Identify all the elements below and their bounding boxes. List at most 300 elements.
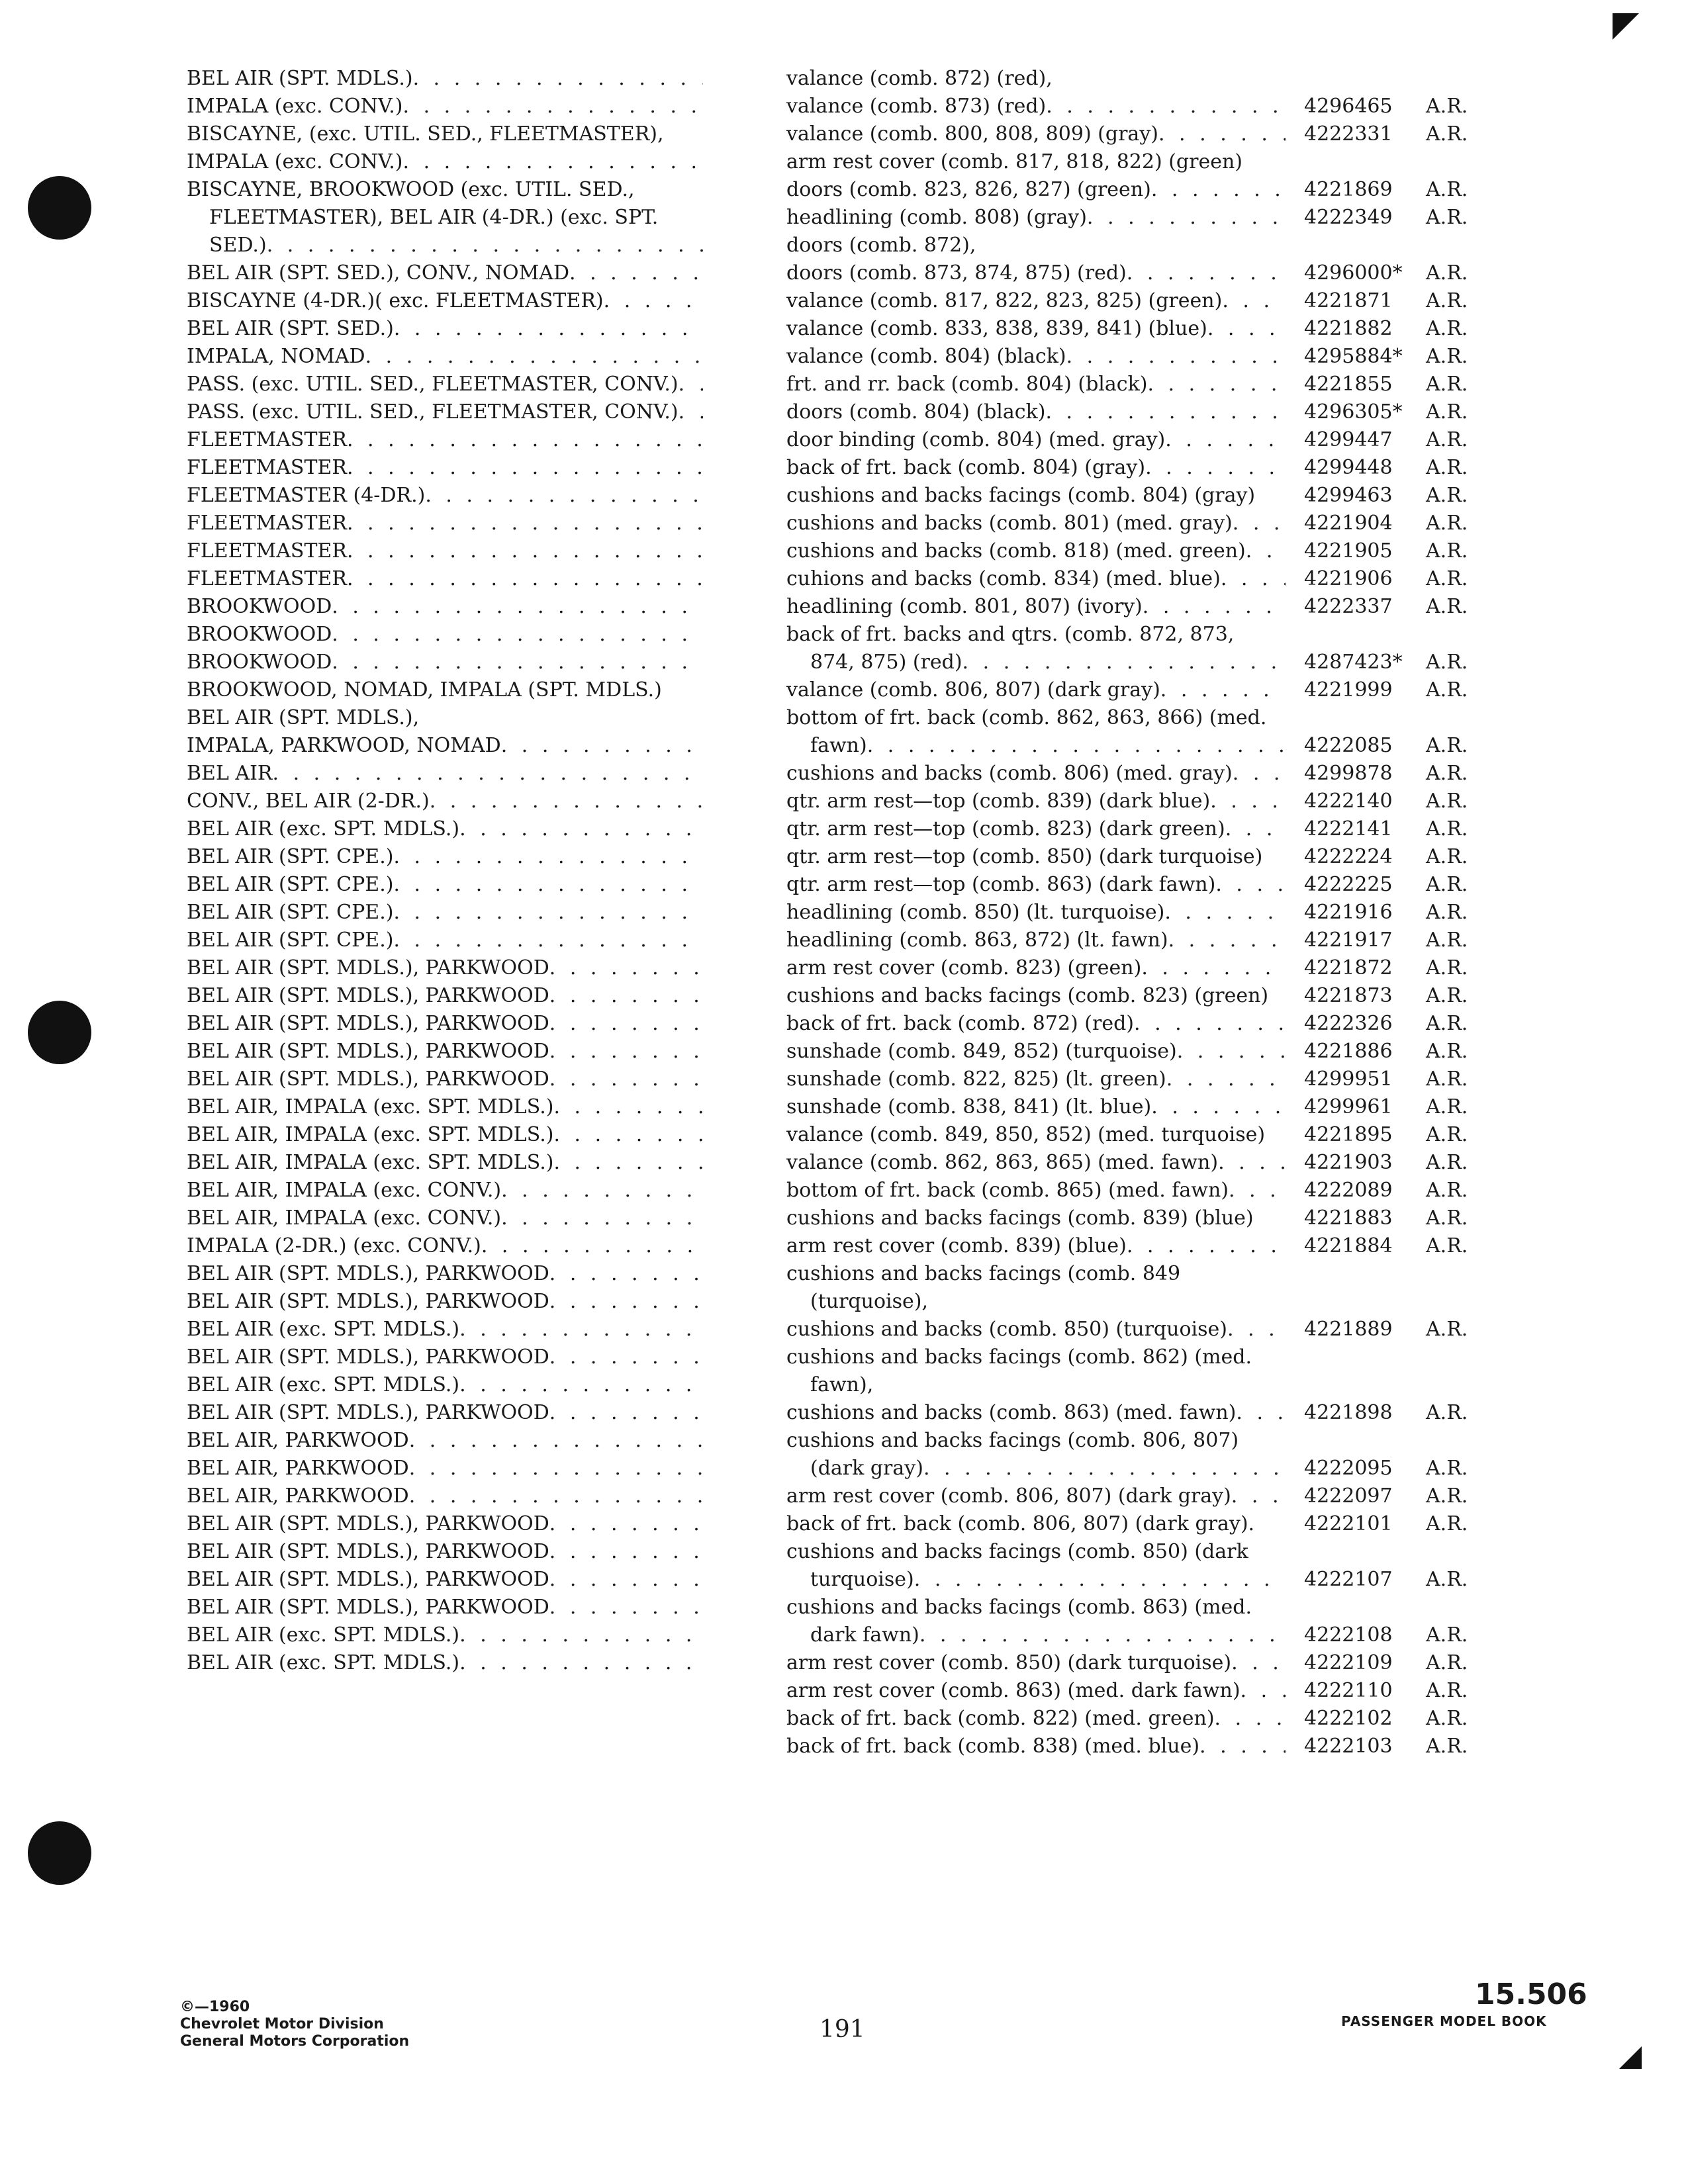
part-description-cell: [786, 1232, 1286, 1260]
quantity: A.R.: [1426, 1068, 1468, 1091]
model-row: [187, 510, 703, 537]
part-description-cell: [786, 65, 1286, 93]
part-number: 4221886: [1304, 1040, 1393, 1063]
part-description: arm rest cover (comb. 839) (blue): [786, 1234, 1127, 1257]
part-description-cell: [786, 732, 1286, 760]
part-description: cushions and backs (comb. 806) (med. gray): [786, 762, 1233, 785]
quantity: A.R.: [1426, 95, 1468, 118]
part-number: 4221882: [1304, 317, 1393, 340]
dot-leader: [1246, 537, 1286, 565]
dot-leader: [393, 843, 703, 871]
model-row: [187, 1316, 703, 1343]
page-number: 191: [820, 2016, 865, 2043]
model-text: BEL AIR (SPT. MDLS.), PARKWOOD: [187, 984, 549, 1007]
part-description: arm rest cover (comb. 850) (dark turquoise): [786, 1651, 1232, 1674]
part-description: sunshade (comb. 822, 825) (lt. green): [786, 1068, 1166, 1091]
part-description-cell: [786, 1066, 1286, 1093]
part-description: sunshade (comb. 849, 852) (turquoise): [786, 1040, 1177, 1063]
part-description-cell: [786, 899, 1286, 927]
part-description-cell: [786, 982, 1286, 1010]
model-row: [187, 1038, 703, 1066]
part-description: sunshade (comb. 838, 841) (lt. blue): [786, 1095, 1152, 1118]
part-description-cell: [786, 1677, 1286, 1705]
model-row: [187, 1482, 703, 1510]
part-description-cell: [786, 788, 1286, 815]
part-description-cell: [786, 760, 1286, 788]
model-row: [187, 704, 703, 732]
dot-leader: [549, 954, 703, 982]
part-row: [786, 815, 1548, 843]
model-row: [187, 649, 703, 676]
part-description: cushions and backs facings (comb. 863) (med.: [786, 1596, 1252, 1619]
dot-leader: [1215, 1705, 1286, 1733]
part-description-cell: [786, 93, 1286, 120]
model-text: BEL AIR (SPT. CPE.): [187, 929, 394, 952]
dot-leader: [1127, 259, 1286, 287]
model-text: BEL AIR (exc. SPT. MDLS.): [187, 1651, 460, 1674]
part-number: 4222331: [1304, 122, 1393, 146]
part-description-cell: [786, 593, 1286, 621]
part-number: 4222103: [1304, 1735, 1393, 1758]
part-description-cell: [786, 120, 1286, 148]
dot-leader: [549, 982, 703, 1010]
model-row: [187, 454, 703, 482]
part-number: 4299878: [1304, 762, 1393, 785]
dot-leader: [549, 1538, 703, 1566]
model-text: BEL AIR, PARKWOOD: [187, 1429, 409, 1452]
part-row: [786, 1649, 1548, 1677]
part-number: 4295884*: [1304, 345, 1403, 368]
model-text: BEL AIR (SPT. MDLS.), PARKWOOD: [187, 1040, 549, 1063]
model-row: [187, 982, 703, 1010]
model-text: PASS. (exc. UTIL. SED., FLEETMASTER, CONV.): [187, 400, 679, 424]
part-row: [786, 343, 1548, 371]
model-row: [187, 176, 703, 204]
quantity: A.R.: [1426, 1707, 1468, 1730]
part-row: [786, 315, 1548, 343]
part-row: [786, 426, 1548, 454]
dot-leader: [1147, 371, 1286, 398]
quantity: A.R.: [1426, 567, 1468, 590]
quantity: A.R.: [1426, 1457, 1468, 1480]
part-row: [786, 1316, 1548, 1343]
dot-leader: [914, 1566, 1286, 1594]
quantity: A.R.: [1426, 1123, 1468, 1146]
part-row: [786, 1455, 1548, 1482]
dot-leader: [1236, 1399, 1286, 1427]
model-text: FLEETMASTER: [187, 539, 347, 563]
model-text: BEL AIR (SPT. CPE.): [187, 901, 394, 924]
dot-leader: [1166, 1066, 1286, 1093]
quantity: A.R.: [1426, 178, 1468, 201]
model-text: BEL AIR (SPT. MDLS.), PARKWOOD: [187, 1290, 549, 1313]
part-description-cell: [786, 1399, 1286, 1427]
model-row: [187, 426, 703, 454]
dot-leader: [923, 1455, 1286, 1482]
part-number: 4299951: [1304, 1068, 1393, 1091]
dot-leader: [1177, 1038, 1286, 1066]
part-description: qtr. arm rest—top (comb. 850) (dark turquoise): [786, 845, 1263, 868]
dot-leader: [1127, 1232, 1286, 1260]
dot-leader: [549, 1260, 703, 1288]
dot-leader: [1134, 1010, 1286, 1038]
part-description-cell: [786, 1205, 1286, 1232]
model-row: [187, 1427, 703, 1455]
part-row: [786, 927, 1548, 954]
dot-leader: [273, 760, 703, 788]
part-description: qtr. arm rest—top (comb. 863) (dark fawn): [786, 873, 1216, 896]
part-number: 4299448: [1304, 456, 1393, 479]
part-description: cushions and backs (comb. 801) (med. gray): [786, 512, 1233, 535]
part-description: cushions and backs (comb. 863) (med. fawn): [786, 1401, 1237, 1424]
part-description-cell: [786, 871, 1286, 899]
dot-leader: [549, 1288, 703, 1316]
part-description: arm rest cover (comb. 863) (med. dark fawn): [786, 1679, 1241, 1702]
part-number: 4221917: [1304, 929, 1393, 952]
dot-leader: [1233, 760, 1286, 788]
quantity: A.R.: [1426, 873, 1468, 896]
dot-leader: [1158, 120, 1286, 148]
part-number: 4222108: [1304, 1623, 1393, 1647]
model-row: [187, 1260, 703, 1288]
dot-leader: [394, 315, 703, 343]
part-number: 4222326: [1304, 1012, 1393, 1035]
corporation-line: General Motors Corporation: [180, 2033, 410, 2050]
dot-leader: [267, 232, 703, 259]
part-description: back of frt. backs and qtrs. (comb. 872, 873,: [786, 623, 1235, 646]
model-text: BEL AIR, IMPALA (exc. CONV.): [187, 1206, 502, 1230]
part-description-cell: [786, 1455, 1286, 1482]
corner-mark-bottom-right: [1619, 2046, 1642, 2069]
dot-leader: [409, 1455, 703, 1482]
dot-leader: [1218, 1149, 1286, 1177]
part-row: [786, 482, 1548, 510]
model-row: [187, 65, 703, 93]
model-row: [187, 1121, 703, 1149]
part-row: [786, 649, 1548, 676]
dot-leader: [459, 815, 703, 843]
part-description: headlining (comb. 808) (gray): [786, 206, 1087, 229]
model-row: [187, 1093, 703, 1121]
part-description: valance (comb. 804) (black): [786, 345, 1066, 368]
part-row: [786, 1066, 1548, 1093]
part-description: 874, 875) (red): [810, 651, 962, 674]
footer-publisher: [180, 1999, 409, 2050]
quantity: A.R.: [1426, 1512, 1468, 1535]
part-description-cell: [786, 482, 1286, 510]
binder-hole-bottom: [28, 1821, 91, 1885]
part-number: 4221905: [1304, 539, 1393, 563]
part-description-cell: [786, 510, 1286, 537]
dot-leader: [549, 1399, 703, 1427]
part-row: [786, 148, 1548, 176]
part-description-cell: [786, 565, 1286, 593]
part-row: [786, 287, 1548, 315]
dot-leader: [413, 65, 703, 93]
part-row: [786, 176, 1548, 204]
part-description-cell: [786, 649, 1286, 676]
model-row: [187, 1538, 703, 1566]
part-description-cell: [786, 176, 1286, 204]
dot-leader: [365, 343, 703, 371]
model-text: BEL AIR (SPT. MDLS.), PARKWOOD: [187, 1512, 549, 1535]
quantity: A.R.: [1426, 289, 1468, 312]
part-description-cell: [786, 1538, 1286, 1566]
dot-leader: [1151, 1093, 1286, 1121]
dot-leader: [1165, 426, 1286, 454]
part-description-cell: [786, 1733, 1286, 1760]
part-number: 4299961: [1304, 1095, 1393, 1118]
dot-leader: [1210, 788, 1286, 815]
dot-leader: [1241, 1677, 1286, 1705]
part-description: headlining (comb. 863, 872) (lt. fawn): [786, 929, 1168, 952]
model-text: BEL AIR: [187, 762, 273, 785]
part-row: [786, 593, 1548, 621]
model-text: BEL AIR (exc. SPT. MDLS.): [187, 1623, 460, 1647]
part-number: 4222102: [1304, 1707, 1393, 1730]
part-description-cell: [786, 398, 1286, 426]
dot-leader: [549, 1343, 703, 1371]
quantity: A.R.: [1426, 1484, 1468, 1508]
dot-leader: [403, 148, 704, 176]
part-row: [786, 204, 1548, 232]
dot-leader: [1215, 871, 1286, 899]
dot-leader: [1229, 1177, 1286, 1205]
model-row: [187, 843, 703, 871]
part-description-cell: [786, 1316, 1286, 1343]
dot-leader: [501, 732, 703, 760]
part-row: [786, 871, 1548, 899]
part-row: [786, 1677, 1548, 1705]
dot-leader: [1145, 454, 1286, 482]
part-description: back of frt. back (comb. 838) (med. blue): [786, 1735, 1200, 1758]
part-number: 4296000*: [1304, 261, 1403, 285]
dot-leader: [1225, 815, 1286, 843]
dot-leader: [962, 649, 1286, 676]
part-row: [786, 899, 1548, 927]
model-row: [187, 1455, 703, 1482]
model-row: [187, 788, 703, 815]
model-row: [187, 1205, 703, 1232]
dot-leader: [1233, 510, 1286, 537]
model-text: BEL AIR (exc. SPT. MDLS.): [187, 1373, 460, 1396]
model-row: [187, 593, 703, 621]
model-text: FLEETMASTER (4-DR.): [187, 484, 426, 507]
part-number: 4221869: [1304, 178, 1393, 201]
part-number: 4221873: [1304, 984, 1393, 1007]
model-row: [187, 1371, 703, 1399]
part-number: 4221903: [1304, 1151, 1393, 1174]
part-description: frt. and rr. back (comb. 804) (black): [786, 373, 1148, 396]
dot-leader: [347, 537, 703, 565]
part-row: [786, 1705, 1548, 1733]
part-row: [786, 371, 1548, 398]
model-row: [187, 621, 703, 649]
part-row: [786, 704, 1548, 732]
dot-leader: [459, 1649, 703, 1677]
part-row: [786, 1260, 1548, 1288]
model-row: [187, 232, 703, 259]
model-text: BROOKWOOD: [187, 651, 332, 674]
part-row: [786, 454, 1548, 482]
dot-leader: [430, 788, 703, 815]
model-text: IMPALA (2-DR.) (exc. CONV.): [187, 1234, 481, 1257]
part-description-cell: [786, 1621, 1286, 1649]
part-row: [786, 510, 1548, 537]
part-description: turquoise): [810, 1568, 914, 1591]
dot-leader: [919, 1621, 1286, 1649]
model-row: [187, 1343, 703, 1371]
quantity: A.R.: [1426, 1040, 1468, 1063]
part-number: 4287423*: [1304, 651, 1403, 674]
part-description-cell: [786, 1288, 1286, 1316]
dot-leader: [1141, 954, 1286, 982]
part-row: [786, 788, 1548, 815]
quantity: A.R.: [1426, 901, 1468, 924]
model-row: [187, 1399, 703, 1427]
part-number: 4222107: [1304, 1568, 1393, 1591]
part-row: [786, 565, 1548, 593]
quantity: A.R.: [1426, 1206, 1468, 1230]
quantity: A.R.: [1426, 790, 1468, 813]
part-number: 4222085: [1304, 734, 1393, 757]
part-description-cell: [786, 676, 1286, 704]
part-description: back of frt. back (comb. 806, 807) (dark gray).: [786, 1512, 1255, 1535]
model-text: IMPALA, PARKWOOD, NOMAD: [187, 734, 501, 757]
quantity: A.R.: [1426, 678, 1468, 702]
part-description: cushions and backs facings (comb. 806, 807): [786, 1429, 1239, 1452]
corner-mark-top-right: [1613, 13, 1639, 40]
model-text: CONV., BEL AIR (2-DR.): [187, 790, 430, 813]
model-text: BISCAYNE (4-DR.)( exc. FLEETMASTER): [187, 289, 604, 312]
part-description-cell: [786, 1427, 1286, 1455]
quantity: A.R.: [1426, 984, 1468, 1007]
model-row: [187, 760, 703, 788]
part-number: 4222337: [1304, 595, 1393, 618]
model-column: [187, 65, 703, 1677]
part-description: cushions and backs (comb. 818) (med. green): [786, 539, 1246, 563]
quantity: A.R.: [1426, 1179, 1468, 1202]
dot-leader: [409, 1482, 703, 1510]
model-text: BEL AIR (SPT. MDLS.), PARKWOOD: [187, 1401, 549, 1424]
model-row: [187, 148, 703, 176]
part-row: [786, 1038, 1548, 1066]
part-description-cell: [786, 1038, 1286, 1066]
dot-leader: [1207, 315, 1286, 343]
part-number: 4222095: [1304, 1457, 1393, 1480]
model-row: [187, 1621, 703, 1649]
quantity: A.R.: [1426, 595, 1468, 618]
part-description-cell: [786, 1260, 1286, 1288]
dot-leader: [604, 287, 703, 315]
dot-leader: [332, 593, 703, 621]
model-text: BEL AIR (SPT. MDLS.), PARKWOOD: [187, 1262, 549, 1285]
dot-leader: [1160, 676, 1286, 704]
dot-leader: [1046, 93, 1286, 120]
quantity: A.R.: [1426, 539, 1468, 563]
dot-leader: [481, 1232, 703, 1260]
quantity: A.R.: [1426, 734, 1468, 757]
part-row: [786, 1621, 1548, 1649]
model-row: [187, 1649, 703, 1677]
part-number: 4296465: [1304, 95, 1393, 118]
part-description-cell: [786, 426, 1286, 454]
quantity: A.R.: [1426, 484, 1468, 507]
quantity: A.R.: [1426, 1401, 1468, 1424]
model-row: [187, 1594, 703, 1621]
dot-leader: [553, 1149, 703, 1177]
quantity: A.R.: [1426, 817, 1468, 841]
part-description-cell: [786, 343, 1286, 371]
model-row: [187, 1066, 703, 1093]
division-line: Chevrolet Motor Division: [180, 2016, 384, 2032]
part-description: cushions and backs facings (comb. 862) (med.: [786, 1345, 1252, 1369]
model-text: BISCAYNE, (exc. UTIL. SED., FLEETMASTER),: [187, 122, 664, 146]
part-row: [786, 1010, 1548, 1038]
quantity: A.R.: [1426, 373, 1468, 396]
quantity: A.R.: [1426, 456, 1468, 479]
model-row: [187, 732, 703, 760]
quantity: A.R.: [1426, 1012, 1468, 1035]
part-row: [786, 1371, 1548, 1399]
part-number: 4222110: [1304, 1679, 1393, 1702]
quantity: A.R.: [1426, 400, 1468, 424]
part-row: [786, 843, 1548, 871]
quantity: A.R.: [1426, 122, 1468, 146]
part-description: valance (comb. 806, 807) (dark gray): [786, 678, 1160, 702]
model-row: [187, 871, 703, 899]
part-description: qtr. arm rest—top (comb. 823) (dark green): [786, 817, 1225, 841]
quantity: A.R.: [1426, 1651, 1468, 1674]
dot-leader: [403, 93, 704, 120]
part-description: dark fawn): [810, 1623, 919, 1647]
part-description: cushions and backs (comb. 850) (turquoise): [786, 1318, 1227, 1341]
part-number: 4221898: [1304, 1401, 1393, 1424]
dot-leader: [1151, 176, 1286, 204]
part-description: headlining (comb. 850) (lt. turquoise): [786, 901, 1165, 924]
dot-leader: [1087, 204, 1286, 232]
model-text: BROOKWOOD: [187, 595, 332, 618]
part-description-cell: [786, 371, 1286, 398]
part-number: 4222225: [1304, 873, 1393, 896]
part-description: doors (comb. 823, 826, 827) (green): [786, 178, 1151, 201]
part-description-cell: [786, 1371, 1286, 1399]
dot-leader: [549, 1594, 703, 1621]
part-description-cell: [786, 954, 1286, 982]
part-description: arm rest cover (comb. 823) (green): [786, 956, 1142, 979]
part-row: [786, 1482, 1548, 1510]
quantity: A.R.: [1426, 1679, 1468, 1702]
binder-hole-top: [28, 176, 91, 240]
dot-leader: [393, 927, 703, 954]
quantity: A.R.: [1426, 317, 1468, 340]
part-description: arm rest cover (comb. 806, 807) (dark gray): [786, 1484, 1231, 1508]
part-row: [786, 259, 1548, 287]
part-number: 4222097: [1304, 1484, 1393, 1508]
quantity: A.R.: [1426, 1234, 1468, 1257]
model-text: BEL AIR (SPT. MDLS.), PARKWOOD: [187, 1596, 549, 1619]
part-description: arm rest cover (comb. 817, 818, 822) (green): [786, 150, 1243, 173]
model-row: [187, 565, 703, 593]
part-description: back of frt. back (comb. 804) (gray): [786, 456, 1146, 479]
model-text: IMPALA (exc. CONV.): [187, 95, 403, 118]
part-description-cell: [786, 815, 1286, 843]
part-number: 4221906: [1304, 567, 1393, 590]
model-text: BEL AIR (SPT. MDLS.), PARKWOOD: [187, 1345, 549, 1369]
dot-leader: [1164, 899, 1286, 927]
binder-hole-middle: [28, 1001, 91, 1064]
model-text: BEL AIR (SPT. MDLS.), PARKWOOD: [187, 1540, 549, 1563]
